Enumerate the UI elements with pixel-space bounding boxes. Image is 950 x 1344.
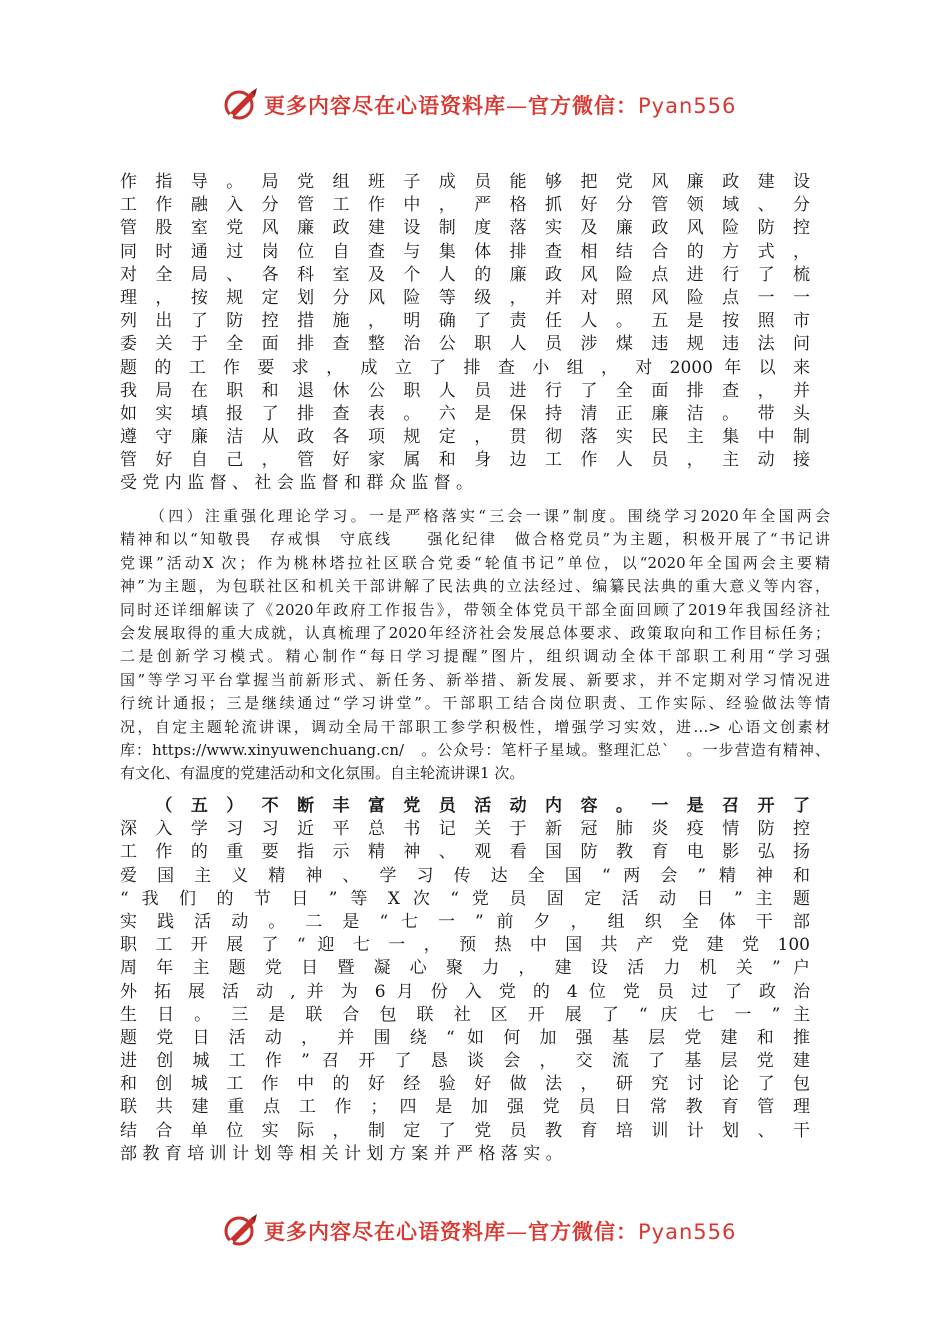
footer-banner: [0, 1210, 950, 1250]
text-line: 和 创 城 工 作 中 的 好 经 验 好 做 法 ， 研 究 讨 论 了 包: [120, 1074, 810, 1095]
text-line: （四）注重强化理论学习。一是严格落实“三会一课”制度。围绕学习2020年全国两会: [150, 507, 830, 525]
header-banner: [0, 84, 950, 124]
text-line: 同时还详细解读了《2020年政府工作报告》，带领全体党员干部全面回顾了2019年我国经济社: [120, 600, 830, 619]
text-line: 外 拓 展 活 动 , 并 为 6 月 份 入 党 的 4 位 党 员 过 了 政 治: [120, 981, 810, 1002]
text-line: “ 我 们 的 节 日 ” 等 X 次 “ 党 员 固 定 活 动 日 ” 主 题: [120, 888, 810, 909]
banner-separator: —: [506, 94, 528, 118]
text-line: 我 局 在 职 和 退 休 公 职 人 员 进 行 了 全 面 排 查 ， 并: [120, 380, 810, 401]
banner-brand: 更多内容尽在心语资料库: [264, 1220, 506, 1244]
banner-wechat-id: Pyan556: [638, 1220, 737, 1244]
pen-logo-icon: [221, 1210, 261, 1250]
text-line: 况，自定主题轮流讲课，调动全局干部职工参学积极性，增强学习实效，进…> 心语文创素材: [120, 717, 830, 736]
text-line: 对 全 局 、 各 科 室 及 个 人 的 廉 政 风 险 点 进 行 了 梳: [120, 264, 810, 285]
text-line: 结 合 单 位 实 际 ， 制 定 了 党 员 教 育 培 训 计 划 、 干: [120, 1120, 810, 1141]
text-line: 列 出 了 防 控 措 施 ， 明 确 了 责 任 人 。 五 是 按 照 市: [120, 311, 810, 332]
text-line: 如 实 填 报 了 排 查 表 。 六 是 保 持 清 正 廉 洁 。 带 头: [120, 403, 810, 424]
text-line: 管 股 室 党 风 廉 政 建 设 制 度 落 实 及 廉 政 风 险 防 控: [120, 218, 810, 239]
text-line: 工 作 的 重 要 指 示 精 神 、 观 看 国 防 教 育 电 影 弘 扬: [120, 842, 810, 863]
text-line: 二是创新学习模式。精心制作“每日学习提醒”图片，组织调动全体干部职工利用“学习强: [120, 647, 830, 666]
text-line: 国”等学习平台掌握当前新形式、新任务、新举措、新发展、新要求，并不定期对学习情况进: [120, 670, 830, 689]
banner-wechat-id: Pyan556: [638, 94, 737, 118]
paragraph-section-five: [120, 795, 810, 1166]
banner-brand: 更多内容尽在心语资料库: [264, 94, 506, 118]
text-line: 爱 国 主 义 精 神 、 学 习 传 达 全 国 “ 两 会 ” 精 神 和: [120, 865, 810, 886]
text-line: 管 好 自 己 ， 管 好 家 属 和 身 边 工 作 人 员 ， 主 动 接: [120, 450, 810, 471]
text-line: （ 五 ） 不 断 丰 富 党 员 活 动 内 容 。 一 是 召 开 了: [120, 796, 810, 816]
text-line: 受 党 内 监 督 、 社 会 监 督 和 群 众 监 督 。: [120, 473, 474, 494]
banner-text: [264, 1216, 736, 1246]
banner-wechat-label: 官方微信：: [528, 1220, 638, 1244]
text-line: 库：https://www.xinyuwenchuang.cn/ 。公众号：笔杆子星域。整理汇总` 。一步营造有精神、: [120, 740, 830, 759]
text-line: 进 创 城 工 作 ” 召 开 了 恳 谈 会 ， 交 流 了 基 层 党 建: [120, 1051, 810, 1072]
text-line: 有文化、有温度的党建活动和文化氛围。自主轮流讲课1 次。: [120, 764, 525, 783]
pen-logo-icon: [221, 84, 261, 124]
text-line: 工 作 融 入 分 管 工 作 中 ， 严 格 抓 好 分 管 领 域 、 分: [120, 195, 810, 216]
text-line: 神”为主题，为包联社区和机关干部讲解了民法典的立法经过、编纂民法典的重大意义等内容，: [120, 577, 830, 596]
text-line: 题 的 工 作 要 求 ， 成 立 了 排 查 小 组 ， 对 2000 年 以 来: [120, 357, 810, 378]
paragraph-section-four: [120, 505, 830, 786]
text-line: 实 践 活 动 。 二 是 “ 七 一 ” 前 夕 ， 组 织 全 体 干 部: [120, 911, 810, 932]
text-line: 遵 守 廉 洁 从 政 各 项 规 定 ， 贯 彻 落 实 民 主 集 中 制: [120, 427, 810, 448]
paragraph-continuation: [120, 171, 810, 496]
text-line: 周 年 主 题 党 日 暨 凝 心 聚 力 ， 建 设 活 力 机 关 ” 户: [120, 958, 810, 979]
banner-wechat-label: 官方微信：: [528, 94, 638, 118]
text-line: 作 指 导 。 局 党 组 班 子 成 员 能 够 把 党 风 廉 政 建 设: [120, 172, 810, 192]
text-line: 联 共 建 重 点 工 作 ； 四 是 加 强 党 员 日 常 教 育 管 理: [120, 1097, 810, 1118]
banner-separator: —: [506, 1220, 528, 1244]
banner-text: [264, 90, 736, 120]
text-line: 同 时 通 过 岗 位 自 查 与 集 体 排 查 相 结 合 的 方 式 ，: [120, 241, 810, 262]
text-line: 会发展取得的重大成就，认真梳理了2020年经济社会发展总体要求、政策取向和工作目标任务；: [120, 623, 830, 642]
text-line: 深 入 学 习 习 近 平 总 书 记 关 于 新 冠 肺 炎 疫 情 防 控: [120, 819, 810, 840]
text-line: 生 日 。 三 是 联 合 包 联 社 区 开 展 了 “ 庆 七 一 ” 主: [120, 1004, 810, 1025]
text-line: 职 工 开 展 了 “ 迎 七 一 ， 预 热 中 国 共 产 党 建 党 100: [120, 935, 810, 956]
text-line: 行统计通报；三是继续通过“学习讲堂”。干部职工结合岗位职责、工作实际、经验做法等情: [120, 694, 830, 713]
text-line: 部 教 育 培 训 计 划 等 相 关 计 划 方 案 并 严 格 落 实 。: [120, 1143, 563, 1164]
text-line: 理 ， 按 规 定 划 分 风 险 等 级 ， 并 对 照 风 险 点 一 一: [120, 287, 810, 308]
text-line: 题 党 日 活 动 ， 并 围 绕 “ 如 何 加 强 基 层 党 建 和 推: [120, 1027, 810, 1048]
text-line: 党课”活动X 次；作为桃林塔拉社区联合党委“轮值书记”单位，以“2020年全国两会主要精: [120, 553, 830, 572]
text-line: 委 关 于 全 面 排 查 整 治 公 职 人 员 涉 煤 违 规 违 法 问: [120, 334, 810, 355]
text-line: 精神和以“知敬畏 存戒惧 守底线 强化纪律 做合格党员”为主题，积极开展了“书记讲: [120, 530, 830, 549]
